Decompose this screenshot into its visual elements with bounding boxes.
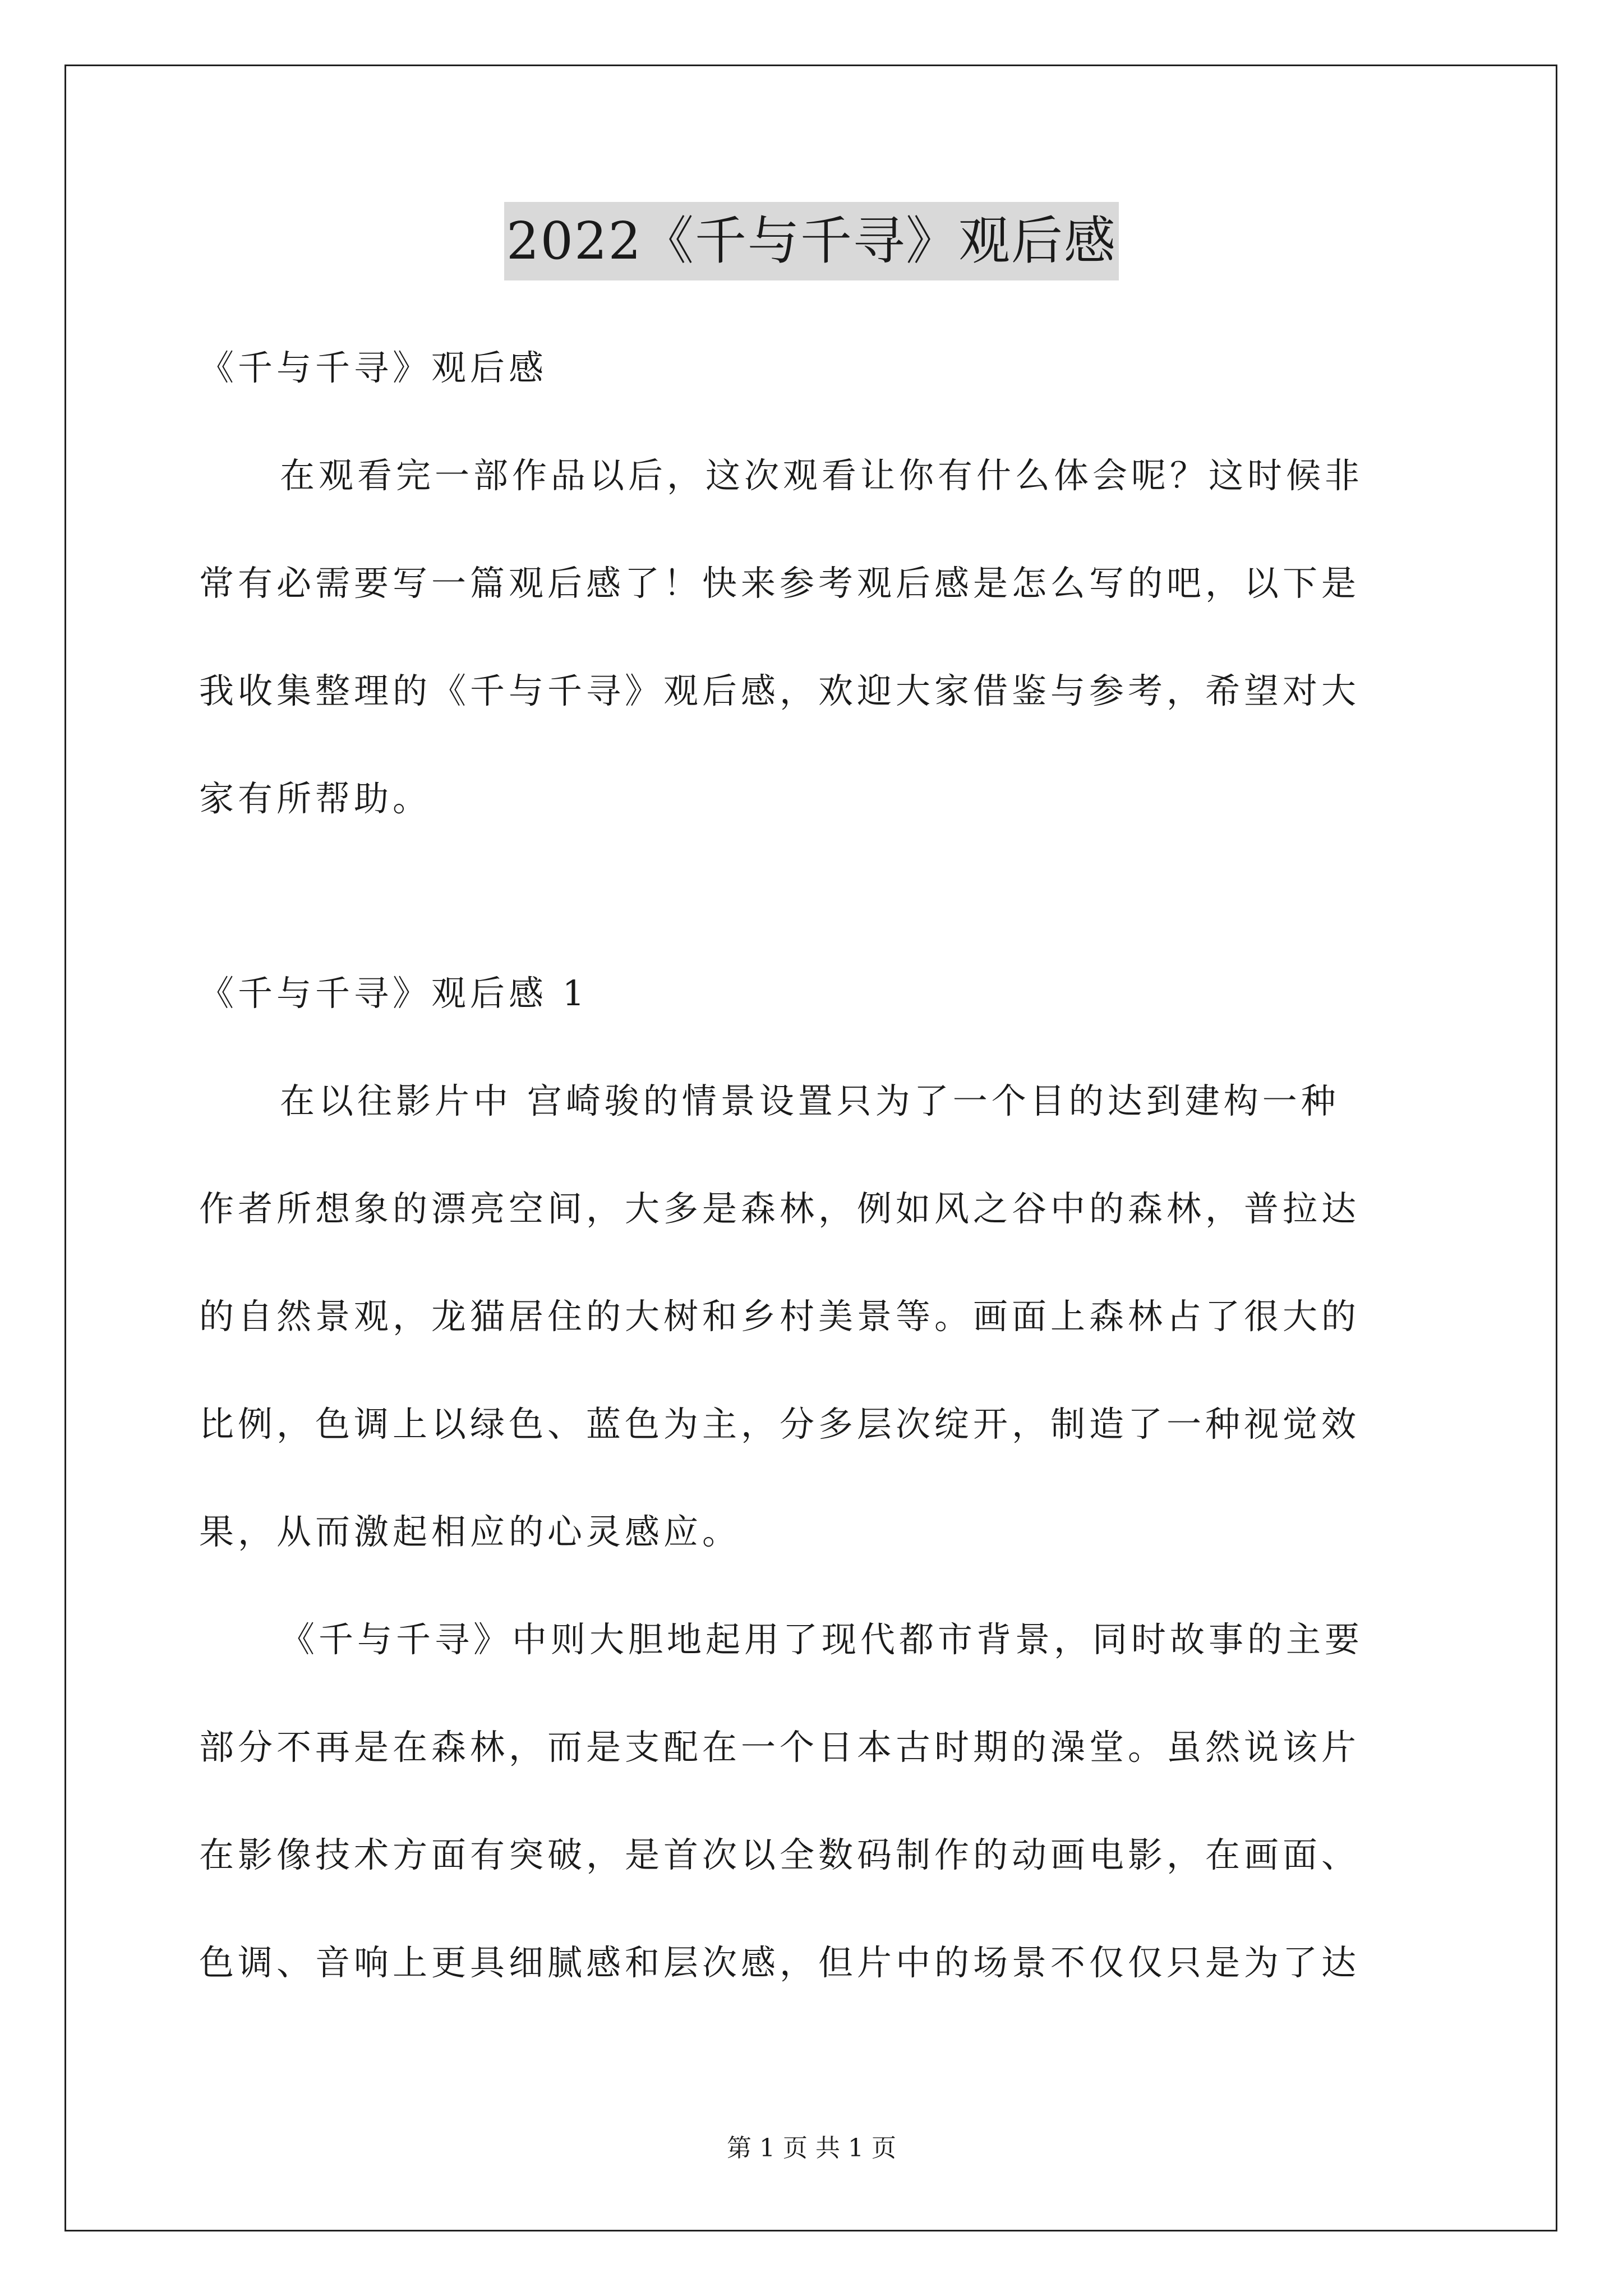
document-title: 2022《千与千寻》观后感	[504, 202, 1119, 280]
paragraph-line: 作者所想象的漂亮空间，大多是森林，例如风之谷中的森林，普拉达	[199, 1188, 1361, 1229]
paragraph-line: 部分不再是在森林，而是支配在一个日本古时期的澡堂。虽然说该片	[199, 1727, 1361, 1768]
page-footer: 第 1 页 共 1 页	[727, 2134, 896, 2162]
paragraph-line: 在以往影片中 宫崎骏的情景设置只为了一个目的达到建构一种	[280, 1080, 1340, 1121]
paragraph-line: 色调、音响上更具细腻感和层次感，但片中的场景不仅仅只是为了达	[199, 1942, 1361, 1983]
paragraph-line: 比例，色调上以绿色、蓝色为主，分多层次绽开，制造了一种视觉效	[199, 1404, 1361, 1444]
section-gap	[199, 853, 1433, 940]
intro-line: 家有所帮助。	[199, 778, 432, 819]
intro-line: 我收集整理的《千与千寻》观后感，欢迎大家借鉴与参考，希望对大	[199, 670, 1361, 711]
section-heading: 《千与千寻》观后感 1	[199, 973, 589, 1014]
paragraph-line: 果，从而激起相应的心灵感应。	[199, 1511, 741, 1552]
paragraph-line: 《千与千寻》中则大胆地起用了现代都市背景，同时故事的主要	[280, 1619, 1364, 1660]
intro-heading: 《千与千寻》观后感	[199, 347, 548, 388]
title-container	[0, 202, 1623, 280]
intro-line: 在观看完一部作品以后，这次观看让你有什么体会呢？这时候非	[280, 455, 1364, 496]
document-body	[199, 314, 1433, 2017]
intro-line: 常有必需要写一篇观后感了！快来参考观后感是怎么写的吧，以下是	[199, 563, 1361, 604]
paragraph-line: 在影像技术方面有突破，是首次以全数码制作的动画电影，在画面、	[199, 1834, 1361, 1875]
paragraph-line: 的自然景观，龙猫居住的大树和乡村美景等。画面上森林占了很大的	[199, 1296, 1361, 1337]
